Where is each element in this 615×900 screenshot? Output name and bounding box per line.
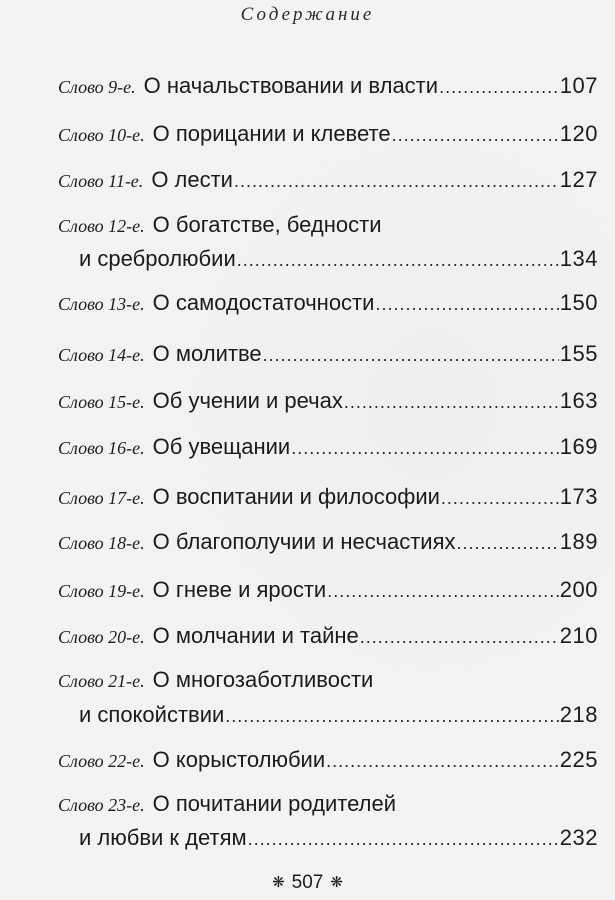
entry-page-number: 173 [559,484,598,509]
dot-leader [248,827,559,851]
entry-title: О лести [151,167,233,192]
dot-leader [457,531,559,555]
entry-title: Об увещании [152,434,291,459]
entry-title-continuation: и спокойствии [79,702,225,727]
toc-entry [58,530,598,555]
toc-entry [58,342,598,367]
toc-entry [58,74,598,99]
dot-leader [392,123,559,147]
entry-label: Слово 15-е. [58,392,145,412]
entry-title: О почитании родителей [152,791,396,816]
dot-leader [225,704,558,728]
dot-leader [375,292,558,316]
toc-entry [58,668,598,728]
page-footer [0,872,615,894]
dot-leader [263,343,559,367]
running-title: Содержание [240,4,375,25]
entry-page-number: 189 [559,529,598,554]
entry-page-number: 225 [559,747,598,772]
entry-title-continuation: и сребролюбии [79,246,236,271]
entry-page-number: 232 [559,825,598,850]
entry-label: Слово 18-е. [58,533,145,553]
entry-page-number: 127 [559,167,598,192]
entry-label: Слово 14-е. [58,345,145,365]
toc-entry [58,578,598,603]
entry-page-number: 107 [559,73,598,98]
page-number: 507 [291,872,324,893]
entry-label: Слово 13-е. [58,294,145,314]
entry-label: Слово 19-е. [58,581,145,601]
entry-title: Об учении и речах [152,388,343,413]
entry-page-number: 134 [559,246,598,271]
entry-title: О богатстве, бедности [152,212,382,237]
entry-label: Слово 23-е. [58,795,145,815]
entry-label: Слово 10-е. [58,125,145,145]
entry-label: Слово 20-е. [58,627,145,647]
entry-title: О корыстолюбии [152,747,326,772]
entry-label: Слово 12-е. [58,216,145,236]
entry-page-number: 218 [559,702,598,727]
entry-label: Слово 11-е. [58,171,144,191]
toc-entry [58,122,598,147]
entry-page-number: 200 [559,577,598,602]
entry-label: Слово 22-е. [58,751,145,771]
toc-entry [58,291,598,316]
toc-entry [58,485,598,510]
dot-leader [441,486,559,510]
toc-entry [58,168,598,193]
entry-page-number: 163 [559,388,598,413]
entry-title: О порицании и клевете [152,121,391,146]
toc-entry [58,624,598,649]
entry-title-continuation: и любви к детям [79,825,247,850]
entry-page-number: 169 [559,434,598,459]
entry-title: О благополучии и несчастиях [152,529,456,554]
entry-page-number: 155 [559,341,598,366]
dot-leader [234,169,559,193]
entry-title: О гневе и ярости [152,577,327,602]
entry-title: О начальствовании и власти [143,73,439,98]
dot-leader [439,75,559,99]
ornament-icon: ❋ [272,874,285,891]
entry-title: О молитве [152,341,262,366]
toc-entry [58,213,598,272]
entry-page-number: 150 [559,290,598,315]
dot-leader [291,436,559,460]
entry-label: Слово 17-е. [58,488,145,508]
entry-title: О многозаботливости [152,667,374,692]
toc-entry [58,792,598,851]
entry-title: О воспитании и философии [152,484,440,509]
toc-entry [58,389,598,414]
dot-leader [344,390,559,414]
ornament-icon: ❋ [330,874,343,891]
entry-label: Слово 16-е. [58,438,145,458]
entry-title: О самодостаточности [152,290,375,315]
entry-page-number: 210 [559,623,598,648]
entry-page-number: 120 [559,121,598,146]
dot-leader [326,749,559,773]
entry-title: О молчании и тайне [152,623,359,648]
toc-entry [58,748,598,773]
dot-leader [327,579,559,603]
toc-entry [58,435,598,460]
dot-leader [360,625,559,649]
entry-label: Слово 9-е. [58,77,136,97]
dot-leader [237,248,559,272]
entry-label: Слово 21-е. [58,671,145,691]
